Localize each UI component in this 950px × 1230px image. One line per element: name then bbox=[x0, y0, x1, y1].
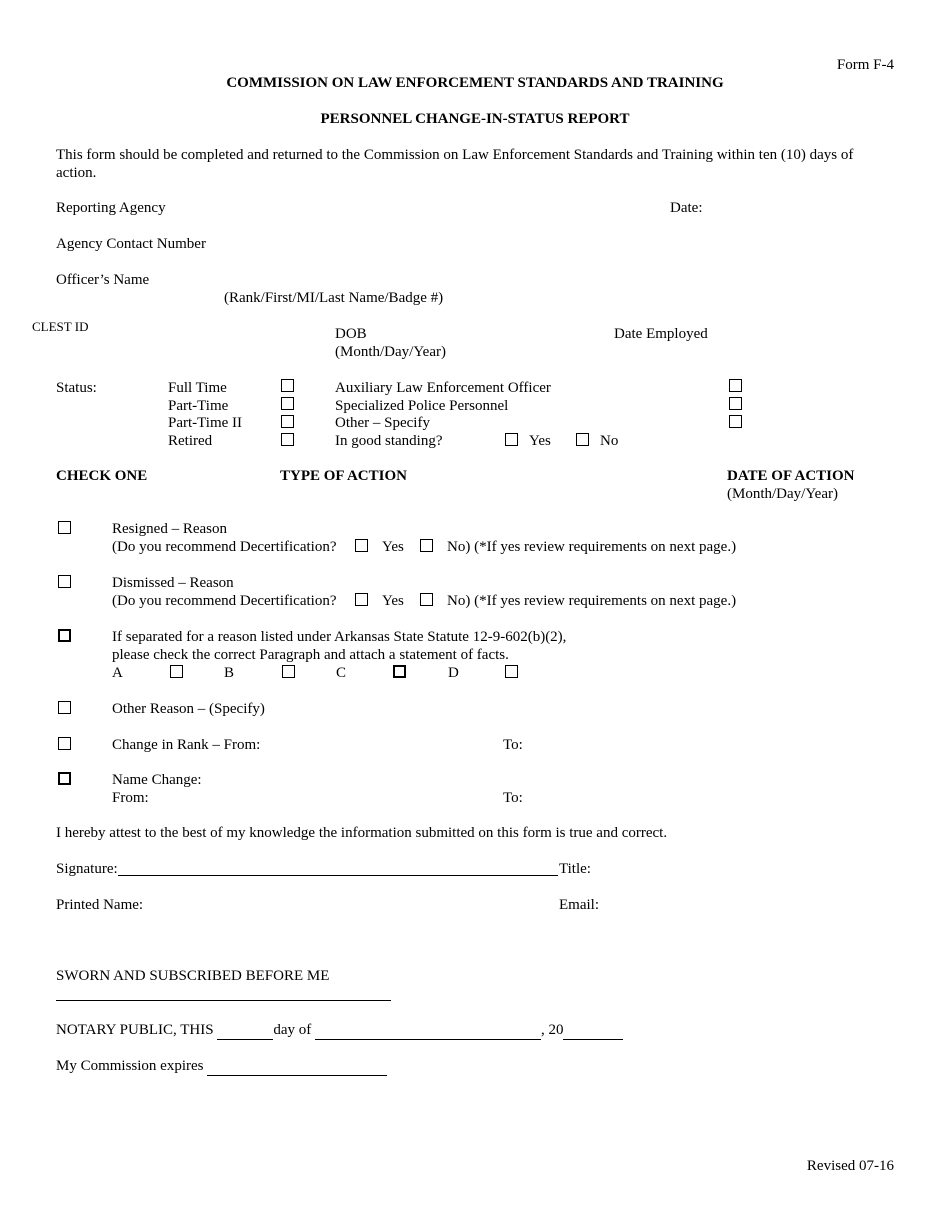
paragraph-c-label: C bbox=[336, 665, 347, 681]
signature-label: Signature: bbox=[56, 861, 118, 877]
part-time-ii-checkbox[interactable] bbox=[281, 415, 294, 428]
date-label: Date: bbox=[670, 200, 703, 216]
rank-change-checkbox[interactable] bbox=[58, 737, 71, 750]
type-of-action-header: TYPE OF ACTION bbox=[280, 468, 407, 484]
officer-name-hint: (Rank/First/MI/Last Name/Badge #) bbox=[224, 290, 444, 306]
other-reason-label: Other Reason – (Specify) bbox=[112, 701, 265, 717]
rank-change-to-label: To: bbox=[503, 737, 523, 753]
printed-name-label: Printed Name: bbox=[56, 897, 144, 913]
resigned-label: Resigned – Reason bbox=[112, 521, 227, 537]
notary-public-line bbox=[56, 1021, 623, 1040]
form-id: Form F-4 bbox=[836, 57, 894, 73]
officer-name-label: Officer’s Name bbox=[56, 272, 150, 288]
notary-prefix: NOTARY PUBLIC, THIS bbox=[56, 1022, 214, 1038]
separated-checkbox[interactable] bbox=[58, 629, 71, 642]
resigned-decert-question: (Do you recommend Decertification? bbox=[112, 539, 337, 555]
date-of-action-header: DATE OF ACTION bbox=[727, 468, 855, 484]
notary-month-field[interactable] bbox=[315, 1021, 541, 1040]
rank-change-from-label: Change in Rank – From: bbox=[112, 737, 261, 753]
resigned-decert-yes-checkbox[interactable] bbox=[355, 539, 368, 552]
dismissed-decert-no-label: No) (*If yes review requirements on next page.) bbox=[447, 593, 737, 609]
specialized-checkbox[interactable] bbox=[729, 397, 742, 410]
notary-signature-line[interactable] bbox=[56, 1000, 391, 1001]
separated-line-1: If separated for a reason listed under Arkansas State Statute 12-9-602(b)(2), bbox=[112, 629, 567, 645]
status-retired: Retired bbox=[168, 433, 213, 449]
signature-line[interactable] bbox=[118, 875, 558, 876]
part-time-checkbox[interactable] bbox=[281, 397, 294, 410]
name-change-to-label: To: bbox=[503, 790, 523, 806]
reporting-agency-label: Reporting Agency bbox=[56, 200, 166, 216]
good-standing-yes-checkbox[interactable] bbox=[505, 433, 518, 446]
status-specialized: Specialized Police Personnel bbox=[335, 398, 509, 414]
attestation-statement: I hereby attest to the best of my knowledge the information submitted on this form is true and correct. bbox=[56, 825, 668, 841]
commission-expires-field[interactable] bbox=[207, 1057, 387, 1076]
resigned-decert-no-label: No) (*If yes review requirements on next page.) bbox=[447, 539, 737, 555]
other-reason-checkbox[interactable] bbox=[58, 701, 71, 714]
paragraph-d-label: D bbox=[448, 665, 459, 681]
retired-checkbox[interactable] bbox=[281, 433, 294, 446]
paragraph-c-checkbox[interactable] bbox=[393, 665, 406, 678]
resigned-decert-no-checkbox[interactable] bbox=[420, 539, 433, 552]
dob-label: DOB bbox=[335, 326, 367, 342]
full-time-checkbox[interactable] bbox=[281, 379, 294, 392]
auxiliary-checkbox[interactable] bbox=[729, 379, 742, 392]
agency-contact-label: Agency Contact Number bbox=[56, 236, 206, 252]
status-auxiliary: Auxiliary Law Enforcement Officer bbox=[335, 380, 551, 396]
title-label: Title: bbox=[559, 861, 591, 877]
other-specify-checkbox[interactable] bbox=[729, 415, 742, 428]
status-part-time-ii: Part-Time II bbox=[168, 415, 243, 431]
sworn-statement: SWORN AND SUBSCRIBED BEFORE ME bbox=[56, 968, 330, 984]
good-standing-label: In good standing? bbox=[335, 433, 443, 449]
name-change-from-label: From: bbox=[112, 790, 149, 806]
status-other: Other – Specify bbox=[335, 415, 430, 431]
status-full-time: Full Time bbox=[168, 380, 227, 396]
instructions-line-2: action. bbox=[56, 165, 97, 181]
paragraph-b-checkbox[interactable] bbox=[282, 665, 295, 678]
check-one-header: CHECK ONE bbox=[56, 468, 148, 484]
notary-year-prefix: , 20 bbox=[540, 1022, 564, 1038]
email-label: Email: bbox=[559, 897, 599, 913]
dob-hint: (Month/Day/Year) bbox=[335, 344, 446, 360]
notary-year-field[interactable] bbox=[563, 1021, 623, 1040]
dismissed-decert-yes-checkbox[interactable] bbox=[355, 593, 368, 606]
paragraph-a-label: A bbox=[112, 665, 123, 681]
dismissed-decert-yes-label: Yes bbox=[382, 593, 404, 609]
dismissed-decert-no-checkbox[interactable] bbox=[420, 593, 433, 606]
dismissed-checkbox[interactable] bbox=[58, 575, 71, 588]
instructions-line-1: This form should be completed and returned to the Commission on Law Enforcement Standards and Training within ten (10) days of bbox=[56, 147, 854, 163]
paragraph-a-checkbox[interactable] bbox=[170, 665, 183, 678]
clest-id-label: CLEST ID bbox=[32, 319, 89, 334]
name-change-label: Name Change: bbox=[112, 772, 202, 788]
form-subtitle: PERSONNEL CHANGE-IN-STATUS REPORT bbox=[320, 111, 630, 127]
notary-day-of: day of bbox=[273, 1022, 312, 1038]
status-label: Status: bbox=[56, 380, 97, 396]
good-standing-no-label: No bbox=[600, 433, 619, 449]
paragraph-d-checkbox[interactable] bbox=[505, 665, 518, 678]
separated-line-2: please check the correct Paragraph and attach a statement of facts. bbox=[112, 647, 509, 663]
commission-expires-label: My Commission expires bbox=[56, 1058, 204, 1074]
date-employed-label: Date Employed bbox=[614, 326, 708, 342]
name-change-checkbox[interactable] bbox=[58, 772, 71, 785]
form-title: COMMISSION ON LAW ENFORCEMENT STANDARDS AND TRAINING bbox=[226, 75, 724, 91]
status-part-time: Part-Time bbox=[168, 398, 229, 414]
commission-expires-line bbox=[56, 1057, 387, 1076]
notary-day-field[interactable] bbox=[217, 1021, 273, 1040]
good-standing-yes-label: Yes bbox=[529, 433, 551, 449]
revised-date: Revised 07-16 bbox=[806, 1158, 894, 1174]
resigned-checkbox[interactable] bbox=[58, 521, 71, 534]
resigned-decert-yes-label: Yes bbox=[382, 539, 404, 555]
date-of-action-hint: (Month/Day/Year) bbox=[727, 486, 838, 502]
good-standing-no-checkbox[interactable] bbox=[576, 433, 589, 446]
dismissed-decert-question: (Do you recommend Decertification? bbox=[112, 593, 337, 609]
dismissed-label: Dismissed – Reason bbox=[112, 575, 234, 591]
paragraph-b-label: B bbox=[224, 665, 235, 681]
